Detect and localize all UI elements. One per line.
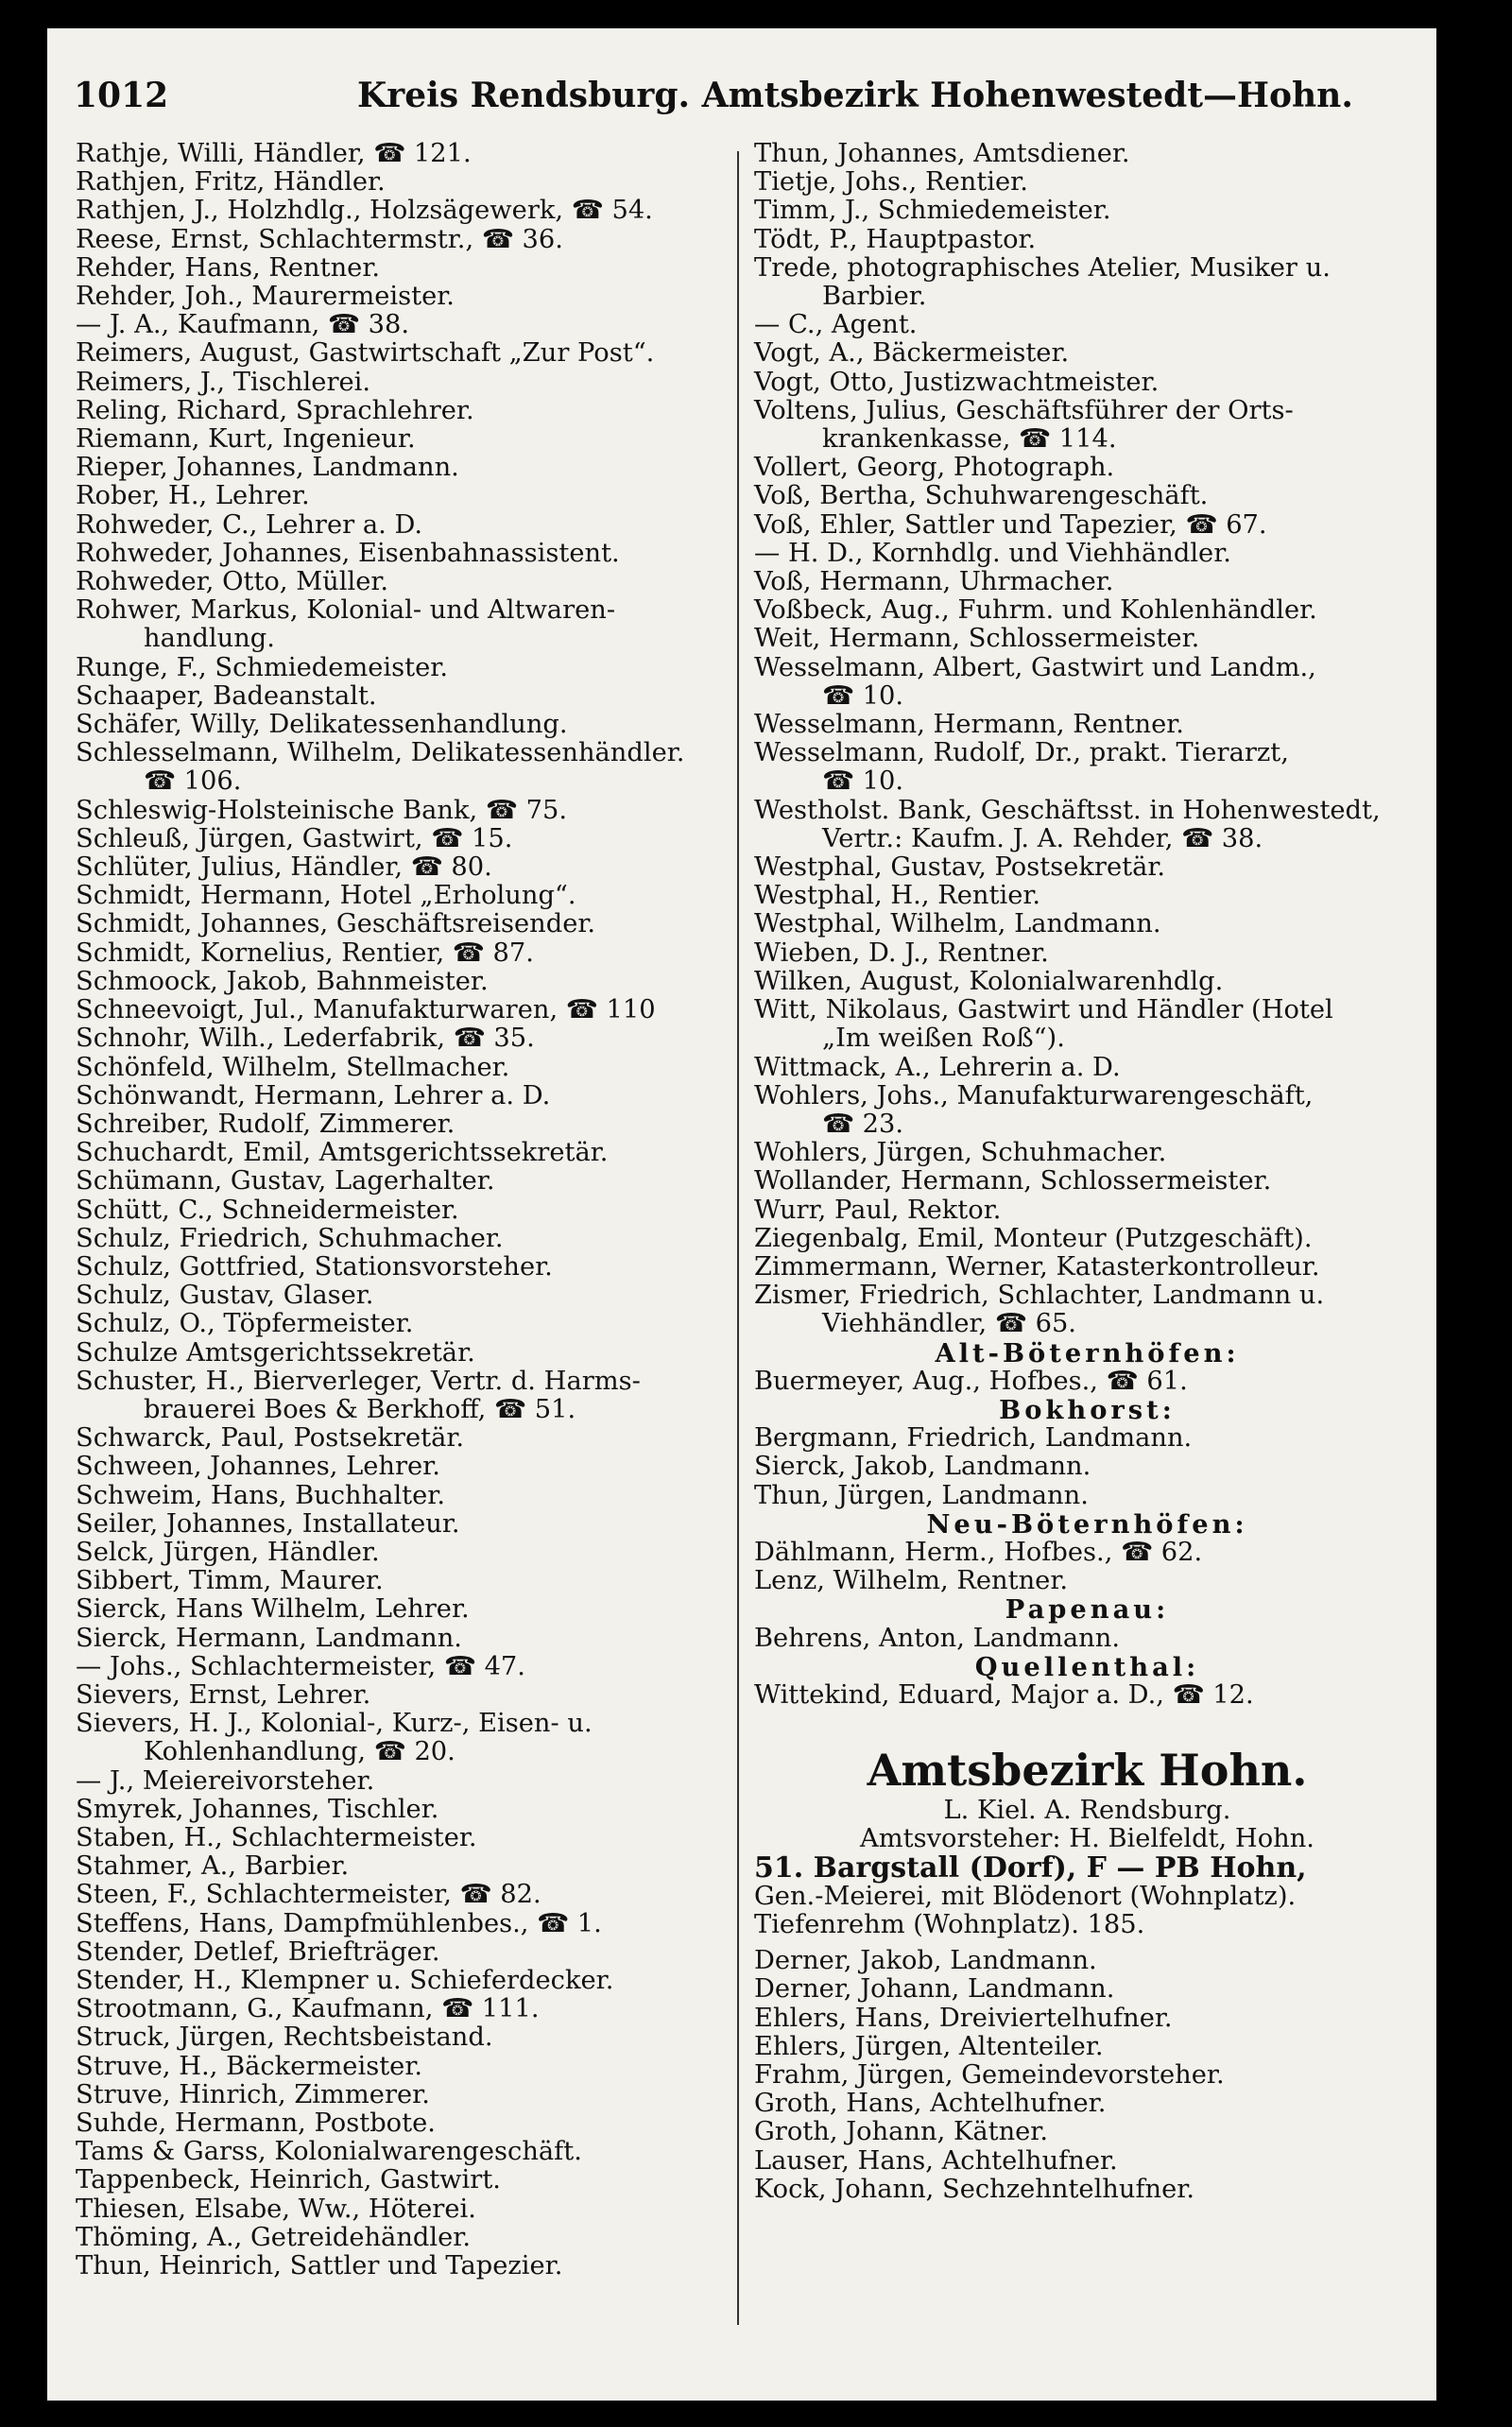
directory-entry [754, 625, 1420, 653]
directory-entry [76, 1881, 737, 1909]
entry-text: Schleuß, Jürgen, Gastwirt, ☎ 15. [76, 823, 513, 853]
entry-text: Schönwandt, Hermann, Lehrer a. D. [76, 1080, 551, 1110]
directory-entry [76, 825, 737, 853]
directory-entry [76, 711, 737, 739]
directory-entry [76, 1539, 737, 1567]
entry-text: Wesselmann, Rudolf, Dr., prakt. Tierarzt, [754, 738, 1289, 768]
directory-entry [76, 1196, 737, 1225]
entry-text: Schreiber, Rudolf, Zimmerer. [76, 1109, 455, 1139]
directory-entry [76, 1595, 737, 1624]
directory-entry [76, 1110, 737, 1139]
entry-text: Rohweder, Otto, Müller. [76, 567, 389, 597]
entry-text: Schnohr, Wilh., Lederfabrik, ☎ 35. [76, 1024, 535, 1054]
entry-text: Schulze Amtsgerichtssekretär. [76, 1337, 475, 1368]
directory-entry: Derner, Johann, Landmann. [754, 1974, 1115, 2005]
directory-entry: Buermeyer, Aug., Hofbes., ☎ 61. [754, 1366, 1188, 1396]
directory-entry [76, 2053, 737, 2081]
entry-text: Rohwer, Markus, Kolonial- und Altwaren- [76, 595, 616, 626]
directory-entry [754, 1082, 1420, 1139]
directory-entry [76, 1938, 737, 1967]
directory-entry [754, 1196, 1420, 1225]
directory-entry [76, 1824, 737, 1852]
directory-entry [76, 1225, 737, 1253]
entry-text: Reling, Richard, Sprachlehrer. [76, 395, 474, 425]
entry-text: Voltens, Julius, Geschäftsführer der Orts- [754, 395, 1294, 425]
entry-text: Schmidt, Hermann, Hotel „Erholung“. [76, 881, 576, 911]
locality-heading: Neu-Böternhöfen: [926, 1508, 1248, 1540]
directory-entry [754, 968, 1420, 996]
entry-continuation: Barbier. [822, 282, 927, 312]
left-column [76, 140, 737, 2281]
directory-entry: Dählmann, Herm., Hofbes., ☎ 62. [754, 1537, 1203, 1567]
directory-entry [76, 140, 737, 168]
directory-entry [754, 910, 1420, 938]
directory-entry [76, 397, 737, 425]
directory-entry [754, 797, 1420, 853]
entry-text: Schuster, H., Bierverleger, Vertr. d. Harms- [76, 1366, 641, 1396]
entry-text: Rathjen, J., Holzhdlg., Holzsägewerk, ☎ 54. [76, 196, 653, 226]
directory-entry [76, 1482, 737, 1510]
entry-text: Wilken, August, Kolonialwarenhdlg. [754, 966, 1224, 996]
entry-text: Sibbert, Timm, Maurer. [76, 1566, 384, 1596]
locality-heading: Alt-Böternhöfen: [935, 1337, 1240, 1368]
directory-entry [76, 339, 737, 368]
directory-entry [76, 797, 737, 825]
entry-text: Schlesselmann, Wilhelm, Delikatessenhändler. [76, 738, 685, 768]
directory-entry [76, 1368, 737, 1424]
entry-text: Schuchardt, Emil, Amtsgerichtssekretär. [76, 1138, 609, 1168]
entry-text: Wohlers, Jürgen, Schuhmacher. [754, 1138, 1167, 1168]
directory-entry [754, 996, 1420, 1053]
directory-entry [76, 1767, 737, 1796]
directory-entry [76, 1253, 737, 1282]
directory-entry [76, 369, 737, 397]
entry-text: Zismer, Friedrich, Schlachter, Landmann u. [754, 1281, 1325, 1311]
entry-text: Rathjen, Fritz, Händler. [76, 167, 386, 198]
directory-entry [754, 454, 1420, 482]
directory-entry [76, 1024, 737, 1053]
entry-text: Rathje, Willi, Händler, ☎ 121. [76, 139, 472, 168]
directory-entry [754, 711, 1420, 739]
directory-entry [76, 283, 737, 311]
directory-entry [76, 482, 737, 510]
directory-entry [76, 1625, 737, 1653]
entry-text: — H. D., Kornhdlg. und Viehhändler. [754, 538, 1231, 568]
hohn-entries [754, 1947, 1420, 2204]
entry-text: Rehder, Joh., Maurermeister. [76, 282, 455, 312]
directory-entry [76, 1967, 737, 1995]
entry-text: Wesselmann, Hermann, Rentner. [754, 710, 1184, 740]
directory-entry: Derner, Jakob, Landmann. [754, 1946, 1097, 1976]
entry-text: — J. A., Kaufmann, ☎ 38. [76, 310, 410, 340]
directory-entry [76, 2224, 737, 2252]
directory-entry [76, 425, 737, 454]
entry-continuation: krankenkasse, ☎ 114. [822, 424, 1117, 455]
entry-text: Thun, Johannes, Amtsdiener. [754, 139, 1130, 168]
directory-entry [754, 853, 1420, 882]
directory-entry [754, 397, 1420, 454]
directory-entry [76, 1424, 737, 1453]
entry-text: Tödt, P., Hauptpastor. [754, 224, 1037, 254]
directory-entry [76, 2023, 737, 2052]
directory-entry [76, 939, 737, 968]
entry-text: Schleswig-Holsteinische Bank, ☎ 75. [76, 795, 568, 825]
directory-entry [76, 254, 737, 283]
directory-entry [754, 311, 1420, 339]
entry-text: Voß, Ehler, Sattler und Tapezier, ☎ 67. [754, 509, 1267, 540]
directory-entry: Kock, Johann, Sechzehntelhufner. [754, 2174, 1195, 2204]
entry-continuation: Viehhändler, ☎ 65. [822, 1309, 1076, 1339]
entry-text: Rehder, Hans, Rentner. [76, 252, 381, 283]
page-title: Kreis Rendsburg. Amtsbezirk Hohenwestedt—Hohn. [357, 76, 1353, 115]
entry-text: Reese, Ernst, Schlachtermstr., ☎ 36. [76, 224, 563, 254]
entry-text: Struck, Jürgen, Rechtsbeistand. [76, 2022, 493, 2053]
entry-text: Seiler, Johannes, Installateur. [76, 1508, 460, 1539]
directory-entry: Wittekind, Eduard, Major a. D., ☎ 12. [754, 1679, 1254, 1710]
entry-continuation: „Im weißen Roß“). [822, 1024, 1065, 1054]
directory-entry [754, 568, 1420, 596]
directory-entry [76, 568, 737, 596]
column-divider [737, 151, 739, 2325]
entry-text: Vollert, Georg, Photograph. [754, 453, 1115, 483]
directory-entry [76, 226, 737, 254]
directory-entry [76, 1453, 737, 1481]
directory-entry [754, 540, 1420, 568]
directory-entry [754, 168, 1420, 197]
directory-entry [76, 2109, 737, 2138]
entry-text: Schäfer, Willy, Delikatessenhandlung. [76, 710, 568, 740]
entry-text: Stender, H., Klempner u. Schieferdecker. [76, 1966, 614, 1995]
entry-text: Stahmer, A., Barbier. [76, 1851, 350, 1882]
entry-text: Westphal, Gustav, Postsekretär. [754, 852, 1166, 883]
entry-text: Schweim, Hans, Buchhalter. [76, 1480, 446, 1510]
entry-continuation: ☎ 10. [822, 766, 904, 797]
entry-text: Weit, Hermann, Schlossermeister. [754, 624, 1200, 654]
entry-text: Schween, Johannes, Lehrer. [76, 1452, 440, 1482]
entry-text: Sievers, H. J., Kolonial-, Kurz-, Eisen- u. [76, 1709, 593, 1739]
directory-entry [76, 1852, 737, 1881]
directory-entry [754, 1225, 1420, 1253]
directory-entry [76, 1310, 737, 1338]
place-line-2: Gen.-Meierei, mit Blödenort (Wohnplatz). [754, 1881, 1297, 1911]
directory-entry [76, 1710, 737, 1766]
entry-text: Sierck, Hans Wilhelm, Lehrer. [76, 1594, 470, 1625]
directory-entry [76, 682, 737, 711]
directory-entry [76, 1567, 737, 1595]
entry-text: Vogt, A., Bäckermeister. [754, 338, 1070, 369]
directory-entry [754, 197, 1420, 225]
entry-text: Rieper, Johannes, Landmann. [76, 453, 459, 483]
entry-text: Schmidt, Kornelius, Rentier, ☎ 87. [76, 938, 534, 968]
entry-text: Smyrek, Johannes, Tischler. [76, 1794, 439, 1824]
entry-text: Thun, Heinrich, Sattler und Tapezier. [76, 2251, 563, 2281]
entry-text: Wurr, Paul, Rektor. [754, 1195, 1002, 1225]
entry-text: Rohweder, Johannes, Eisenbahnassistent. [76, 538, 620, 568]
directory-entry [76, 1796, 737, 1824]
directory-entry [754, 1253, 1420, 1282]
directory-entry [76, 739, 737, 796]
entry-text: Schwarck, Paul, Postsekretär. [76, 1423, 465, 1454]
directory-entry [76, 1510, 737, 1539]
entry-text: Schulz, O., Töpfermeister. [76, 1309, 414, 1339]
directory-entry: Ehlers, Jürgen, Altenteiler. [754, 2031, 1104, 2061]
directory-entry [754, 511, 1420, 540]
entry-text: Schaaper, Badeanstalt. [76, 680, 377, 711]
entry-text: Riemann, Kurt, Ingenieur. [76, 424, 416, 455]
directory-entry [754, 226, 1420, 254]
directory-entry [76, 910, 737, 938]
directory-entry [76, 1910, 737, 1938]
entry-text: Reimers, J., Tischlerei. [76, 367, 371, 397]
entry-text: — Johs., Schlachtermeister, ☎ 47. [76, 1651, 525, 1681]
entry-text: Wollander, Hermann, Schlossermeister. [754, 1166, 1272, 1196]
entry-text: Tams & Garss, Kolonialwarengeschäft. [76, 2137, 582, 2167]
entry-text: Tappenbeck, Heinrich, Gastwirt. [76, 2165, 501, 2195]
directory-entry [76, 540, 737, 568]
right-column [754, 140, 1420, 2204]
entry-text: Tietje, Johs., Rentier. [754, 167, 1028, 198]
directory-entry [76, 596, 737, 653]
directory-entry [76, 1681, 737, 1710]
entry-text: — J., Meiereivorsteher. [76, 1765, 375, 1796]
entry-text: Reimers, August, Gastwirtschaft „Zur Post“. [76, 338, 655, 369]
directory-entry [76, 1995, 737, 2023]
entry-text: Schulz, Gustav, Glaser. [76, 1281, 374, 1311]
entry-text: Vogt, Otto, Justizwachtmeister. [754, 367, 1160, 397]
entry-text: Wesselmann, Albert, Gastwirt und Landm., [754, 652, 1316, 682]
directory-entry [754, 339, 1420, 368]
directory-entry [754, 1054, 1420, 1082]
entry-text: Schönfeld, Wilhelm, Stellmacher. [76, 1052, 510, 1082]
entry-text: Struve, Hinrich, Zimmerer. [76, 2079, 430, 2109]
directory-entry: Ehlers, Hans, Dreiviertelhufner. [754, 2003, 1173, 2033]
entry-text: Steffens, Hans, Dampfmühlenbes., ☎ 1. [76, 1908, 602, 1938]
entry-text: Thöming, A., Getreidehändler. [76, 2222, 471, 2252]
directory-entry [754, 882, 1420, 910]
directory-entry [754, 596, 1420, 625]
directory-entry: Thun, Jürgen, Landmann. [754, 1480, 1089, 1510]
district-line: L. Kiel. A. Rendsburg. [943, 1796, 1231, 1826]
entry-text: Westphal, H., Rentier. [754, 881, 1041, 911]
page-number: 1012 [74, 76, 169, 115]
locality-heading: Quellenthal: [974, 1651, 1200, 1682]
entry-text: Stender, Detlef, Briefträger. [76, 1936, 440, 1967]
entry-text: Sierck, Hermann, Landmann. [76, 1623, 462, 1653]
entry-continuation: handlung. [144, 624, 275, 654]
entry-text: Voß, Bertha, Schuhwarengeschäft. [754, 481, 1209, 511]
locality-heading: Bokhorst: [999, 1394, 1176, 1425]
entry-text: Westphal, Wilhelm, Landmann. [754, 909, 1161, 939]
directory-entry [754, 654, 1420, 711]
entry-text: Schulz, Friedrich, Schuhmacher. [76, 1223, 504, 1253]
entry-continuation: ☎ 23. [822, 1109, 904, 1139]
entry-text: Trede, photographisches Atelier, Musiker u. [754, 252, 1331, 283]
directory-entry [76, 454, 737, 482]
directory-entry [76, 197, 737, 225]
entry-text: Sievers, Ernst, Lehrer. [76, 1679, 371, 1710]
entry-text: Ziegenbalg, Emil, Monteur (Putzgeschäft). [754, 1223, 1313, 1253]
directory-entry [76, 2252, 737, 2281]
entry-text: Strootmann, G., Kaufmann, ☎ 111. [76, 1994, 540, 2024]
directory-entry [754, 140, 1420, 168]
entry-text: Wieben, D. J., Rentner. [754, 938, 1049, 968]
directory-entry [76, 654, 737, 682]
directory-entry [76, 882, 737, 910]
page-header [74, 76, 1416, 142]
entry-text: Schmoock, Jakob, Bahnmeister. [76, 966, 489, 996]
entry-text: Steen, F., Schlachtermeister, ☎ 82. [76, 1880, 541, 1910]
entry-continuation: ☎ 10. [822, 680, 904, 711]
chairman-line: Amtsvorsteher: H. Bielfeldt, Hohn. [860, 1824, 1314, 1854]
entry-text: Schneevoigt, Jul., Manufakturwaren, ☎ 110 [76, 995, 656, 1025]
entry-text: Zimmermann, Werner, Katasterkontrolleur. [754, 1251, 1320, 1282]
subsections [754, 1339, 1420, 1711]
directory-entry [76, 1054, 737, 1082]
place-line-1: 51. Bargstall (Dorf), F — PB Hohn, [754, 1850, 1307, 1885]
entry-continuation: Vertr.: Kaufm. J. A. Rehder, ☎ 38. [822, 823, 1263, 853]
entry-text: Schulz, Gottfried, Stationsvorsteher. [76, 1251, 553, 1282]
entry-text: Wohlers, Johs., Manufakturwarengeschäft, [754, 1080, 1314, 1110]
directory-entry [76, 511, 737, 540]
directory-entry [76, 968, 737, 996]
directory-entry [754, 739, 1420, 796]
entry-text: Thiesen, Elsabe, Ww., Höterei. [76, 2194, 476, 2224]
directory-entry [754, 482, 1420, 510]
directory-entry [76, 1082, 737, 1110]
entry-text: Wittmack, A., Lehrerin a. D. [754, 1052, 1121, 1082]
entry-text: Staben, H., Schlachtermeister. [76, 1822, 477, 1852]
entry-text: Schmidt, Johannes, Geschäftsreisender. [76, 909, 596, 939]
directory-entry [754, 1167, 1420, 1196]
directory-entry [76, 2195, 737, 2224]
entry-text: Voßbeck, Aug., Fuhrm. und Kohlenhändler. [754, 595, 1317, 626]
entry-text: Struve, H., Bäckermeister. [76, 2051, 423, 2081]
directory-entry [754, 1139, 1420, 1167]
entry-text: Westholst. Bank, Geschäftsst. in Hohenwestedt, [754, 795, 1381, 825]
directory-entry: Behrens, Anton, Landmann. [754, 1623, 1121, 1653]
directory-entry [754, 254, 1420, 311]
hohn-heading: Amtsbezirk Hohn. [867, 1745, 1308, 1797]
entry-continuation: ☎ 106. [144, 766, 242, 797]
directory-entry [76, 996, 737, 1024]
entry-text: Rober, H., Lehrer. [76, 481, 310, 511]
directory-entry [76, 1653, 737, 1681]
entry-text: Voß, Hermann, Uhrmacher. [754, 567, 1114, 597]
entry-text: Runge, F., Schmiedemeister. [76, 652, 449, 682]
directory-entry [76, 1167, 737, 1196]
directory-entry [76, 2138, 737, 2166]
entry-text: Timm, J., Schmiedemeister. [754, 196, 1111, 226]
directory-entry: Frahm, Jürgen, Gemeindevorsteher. [754, 2060, 1225, 2090]
directory-entry: Lenz, Wilhelm, Rentner. [754, 1566, 1069, 1596]
directory-entry [754, 369, 1420, 397]
directory-entry: Groth, Hans, Achtelhufner. [754, 2089, 1107, 2119]
directory-page [47, 28, 1436, 2401]
directory-entry [754, 939, 1420, 968]
directory-entry [76, 2081, 737, 2109]
entry-continuation: Kohlenhandlung, ☎ 20. [144, 1737, 455, 1767]
directory-entry [76, 853, 737, 882]
locality-heading: Papenau: [1005, 1594, 1170, 1626]
directory-entry [76, 1282, 737, 1310]
entry-continuation: brauerei Boes & Berkhoff, ☎ 51. [144, 1394, 576, 1424]
entry-text: Suhde, Hermann, Postbote. [76, 2109, 436, 2139]
directory-entry: Groth, Johann, Kätner. [754, 2117, 1049, 2147]
directory-entry [76, 1139, 737, 1167]
entry-text: Selck, Jürgen, Händler. [76, 1537, 380, 1567]
right-entries [754, 140, 1420, 1339]
directory-entry [754, 1282, 1420, 1338]
entry-text: — C., Agent. [754, 310, 918, 340]
directory-entry [76, 168, 737, 197]
entry-text: Schümann, Gustav, Lagerhalter. [76, 1166, 495, 1196]
directory-entry: Lauser, Hans, Achtelhufner. [754, 2145, 1118, 2176]
place-line-3: Tiefenrehm (Wohnplatz). 185. [754, 1909, 1145, 1939]
directory-entry: Sierck, Jakob, Landmann. [754, 1452, 1091, 1482]
entry-text: Witt, Nikolaus, Gastwirt und Händler (Hotel [754, 995, 1333, 1025]
entry-text: Schütt, C., Schneidermeister. [76, 1195, 459, 1225]
directory-entry [76, 311, 737, 339]
directory-entry: Bergmann, Friedrich, Landmann. [754, 1423, 1193, 1454]
entry-text: Schlüter, Julius, Händler, ☎ 80. [76, 852, 492, 883]
directory-entry [76, 2166, 737, 2195]
entry-text: Rohweder, C., Lehrer a. D. [76, 509, 423, 540]
directory-entry [76, 1339, 737, 1368]
